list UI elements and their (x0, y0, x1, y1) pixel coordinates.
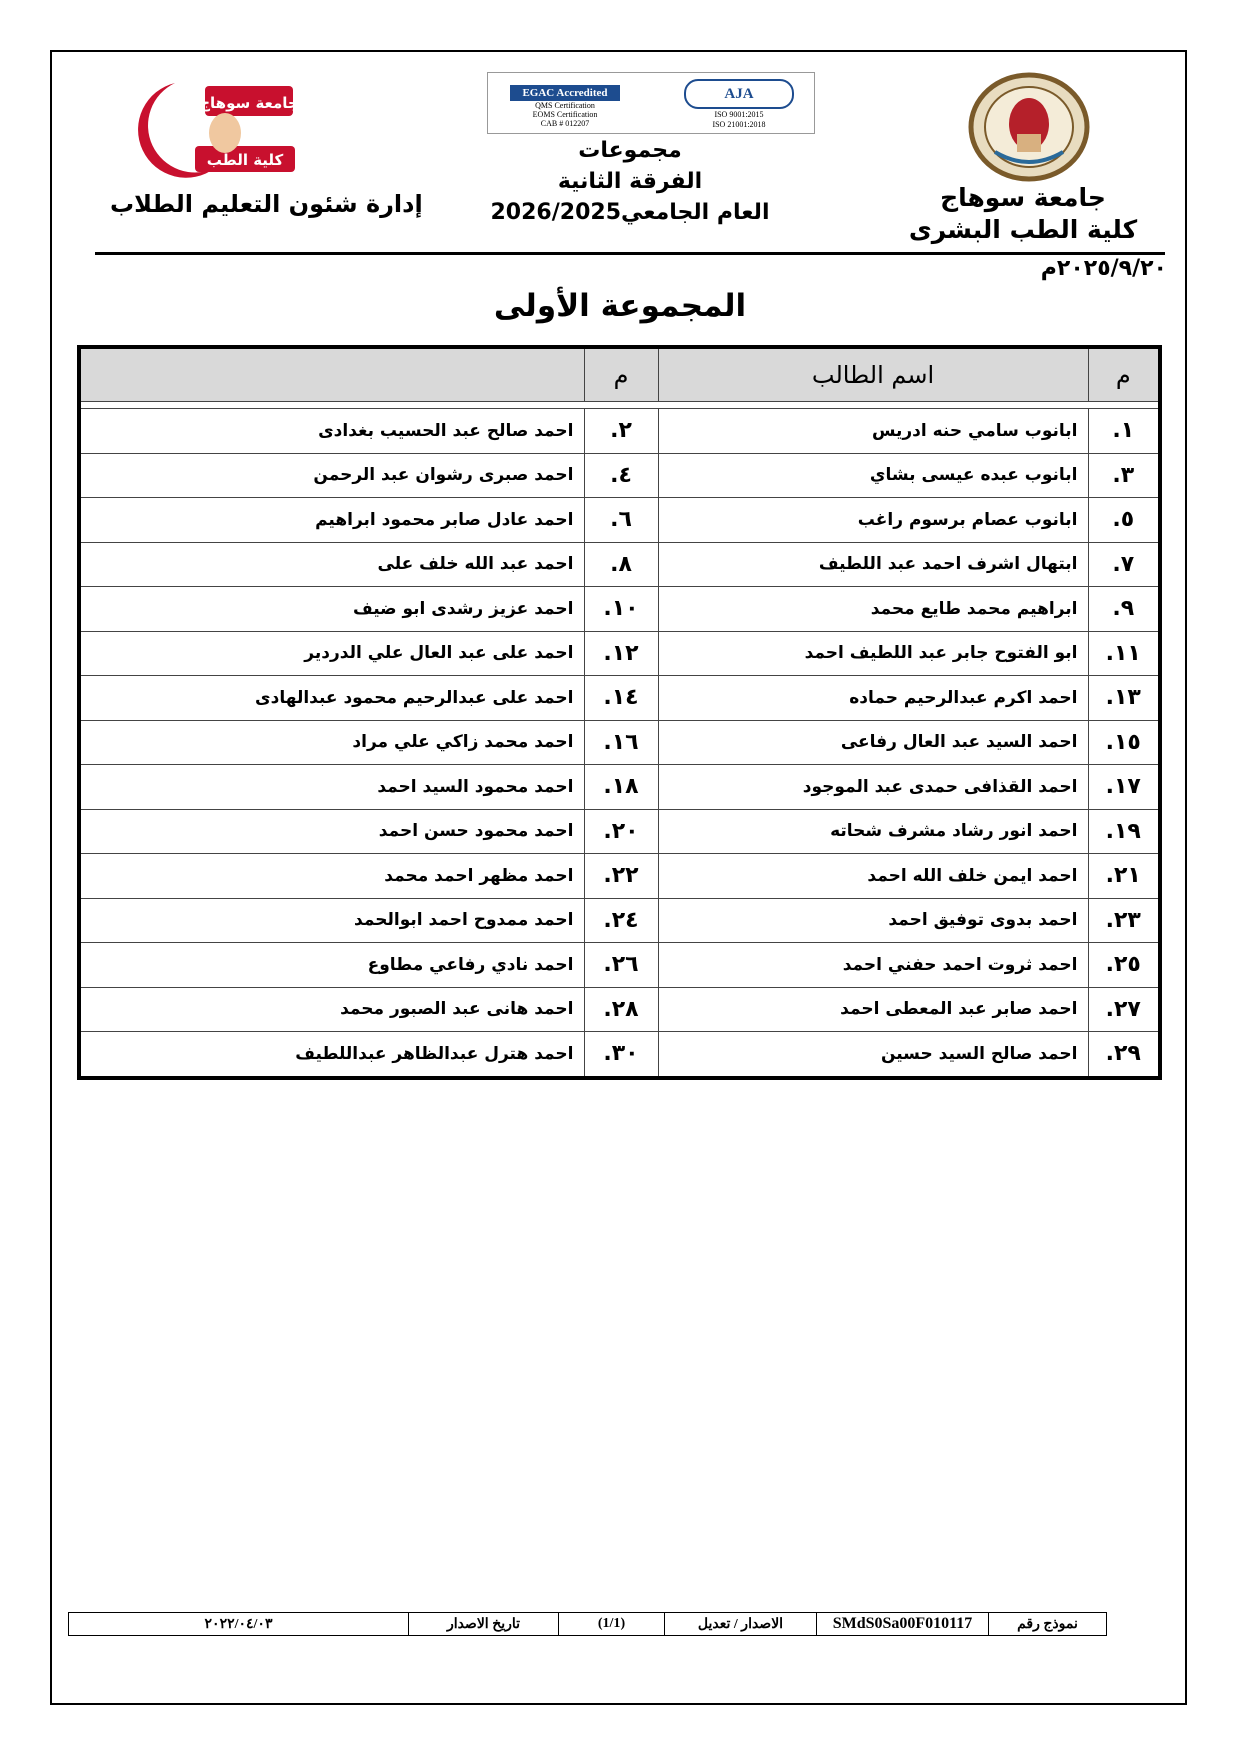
row-number: ١٨. (584, 765, 658, 810)
row-number: ١٠. (584, 587, 658, 632)
student-name: احمد محمود حسن احمد (79, 809, 584, 854)
student-name: احمد اكرم عبدالرحيم حماده (658, 676, 1088, 721)
table-row (79, 587, 1160, 632)
aja-line-1: ISO 9001:2015 (714, 110, 764, 119)
row-number: ٨. (584, 542, 658, 587)
row-number: ٢٥. (1088, 943, 1160, 988)
row-number: ٢٠. (584, 809, 658, 854)
department-name: إدارة شئون التعليم الطلاب (110, 190, 423, 218)
doc-type: مجموعات (578, 138, 682, 163)
institution-block (893, 182, 1153, 246)
student-name: احمد هترل عبدالظاهر عبداللطيف (79, 1032, 584, 1078)
egac-line-1: QMS Certification (535, 101, 595, 110)
student-name: ابانوب سامي حنه ادريس (658, 409, 1088, 454)
table-row (79, 453, 1160, 498)
row-number: ١. (1088, 409, 1160, 454)
egac-line-2: EOMS Certification (532, 110, 598, 119)
form-number-label: نموذج رقم (989, 1613, 1107, 1636)
faculty-logo-text-top: جامعة سوهاج (199, 94, 299, 112)
accreditation-logos (487, 72, 815, 134)
issue-date-value: ٢٠٢٢/٠٤/٠٣ (69, 1613, 409, 1636)
academic-year: العام الجامعي2026/2025 (490, 200, 770, 225)
aja-line-2: ISO 21001:2018 (712, 120, 766, 129)
faculty-logo-text-bottom: كلية الطب (206, 151, 284, 169)
edition-value: (1/1) (559, 1613, 665, 1636)
document-heading (480, 135, 780, 228)
student-name: احمد صابر عبد المعطى احمد (658, 987, 1088, 1032)
header-divider (95, 252, 1165, 255)
table-row (79, 542, 1160, 587)
row-number: ١١. (1088, 631, 1160, 676)
row-number: ٩. (1088, 587, 1160, 632)
table-row (79, 720, 1160, 765)
row-number: ٥. (1088, 498, 1160, 543)
student-name: احمد السيد عبد العال رفاعى (658, 720, 1088, 765)
table-row (79, 765, 1160, 810)
table-row (79, 898, 1160, 943)
row-number: ٢٣. (1088, 898, 1160, 943)
faculty-logo (105, 78, 300, 178)
table-row (79, 409, 1160, 454)
student-name: ابو الفتوح جابر عبد اللطيف احمد (658, 631, 1088, 676)
student-name: احمد على عبدالرحيم محمود عبدالهادى (79, 676, 584, 721)
row-number: ١٣. (1088, 676, 1160, 721)
student-name: احمد نادي رفاعي مطاوع (79, 943, 584, 988)
document-date: ٢٠٢٥/٩/٢٠م (1040, 256, 1167, 281)
student-name: ابانوب عبده عيسى بشاي (658, 453, 1088, 498)
col-header-num: م (1088, 347, 1160, 402)
row-number: ٦. (584, 498, 658, 543)
table-row (79, 854, 1160, 899)
university-name: جامعة سوهاج (940, 183, 1106, 212)
student-name: احمد ايمن خلف الله احمد (658, 854, 1088, 899)
row-number: ٢٨. (584, 987, 658, 1032)
faculty-name: كلية الطب البشرى (908, 215, 1138, 244)
row-number: ٢٦. (584, 943, 658, 988)
roster-body (79, 409, 1160, 1078)
edition-label: الاصدار / تعديل (665, 1613, 817, 1636)
form-number-value: SMdS0Sa00F010117 (817, 1613, 989, 1636)
aja-logo (680, 75, 798, 130)
issue-date-label: تاريخ الاصدار (409, 1613, 559, 1636)
student-name: احمد على عبد العال علي الدردير (79, 631, 584, 676)
table-row (79, 498, 1160, 543)
student-name: احمد عبد الله خلف على (79, 542, 584, 587)
table-row (79, 676, 1160, 721)
row-number: ٢٢. (584, 854, 658, 899)
row-number: ٢٤. (584, 898, 658, 943)
row-number: ١٦. (584, 720, 658, 765)
student-name: احمد ممدوح احمد ابوالحمد (79, 898, 584, 943)
table-row (79, 943, 1160, 988)
student-name: ابتهال اشرف احمد عبد اللطيف (658, 542, 1088, 587)
row-number: ٤. (584, 453, 658, 498)
table-row (79, 1032, 1160, 1078)
student-name: احمد مظهر احمد محمد (79, 854, 584, 899)
row-number: ٢٩. (1088, 1032, 1160, 1078)
row-number: ٢. (584, 409, 658, 454)
row-number: ٣٠. (584, 1032, 658, 1078)
row-number: ٣. (1088, 453, 1160, 498)
table-row (79, 987, 1160, 1032)
table-header-gap (79, 402, 1160, 409)
form-info-table (68, 1612, 1107, 1636)
row-number: ١٢. (584, 631, 658, 676)
student-roster-table (77, 345, 1162, 1080)
col-header-name: اسم الطالب (658, 347, 1088, 402)
student-name: احمد عزيز رشدى ابو ضيف (79, 587, 584, 632)
student-name: احمد انور رشاد مشرف شحاته (658, 809, 1088, 854)
egac-line-3: CAB # 012207 (540, 119, 590, 128)
egac-logo-text: EGAC Accredited (510, 85, 620, 101)
row-number: ١٧. (1088, 765, 1160, 810)
year-level: الفرقة الثانية (557, 169, 703, 194)
egac-logo (490, 75, 640, 130)
row-number: ٧. (1088, 542, 1160, 587)
row-number: ٢٧. (1088, 987, 1160, 1032)
student-name: احمد صالح السيد حسين (658, 1032, 1088, 1078)
col-header-num-2: م (584, 347, 658, 402)
student-name: احمد القذافى حمدى عبد الموجود (658, 765, 1088, 810)
student-name: احمد بدوى توفيق احمد (658, 898, 1088, 943)
aja-logo-text: AJA (684, 79, 794, 109)
col-header-name-2 (79, 347, 584, 402)
student-name: احمد صالح عبد الحسيب بغدادى (79, 409, 584, 454)
form-info-row (69, 1613, 1107, 1636)
student-name: احمد عادل صابر محمود ابراهيم (79, 498, 584, 543)
table-row (79, 631, 1160, 676)
student-name: احمد هانى عبد الصبور محمد (79, 987, 584, 1032)
row-number: ١٤. (584, 676, 658, 721)
student-name: احمد محمود السيد احمد (79, 765, 584, 810)
student-name: ابانوب عصام برسوم راغب (658, 498, 1088, 543)
student-name: احمد محمد زاكي علي مراد (79, 720, 584, 765)
university-seal-logo (965, 72, 1093, 182)
table-row (79, 809, 1160, 854)
row-number: ١٩. (1088, 809, 1160, 854)
group-title: المجموعة الأولى (493, 288, 747, 324)
table-header-row (79, 347, 1160, 402)
row-number: ٢١. (1088, 854, 1160, 899)
student-name: ابراهيم محمد طايع محمد (658, 587, 1088, 632)
student-name: احمد صبرى رشوان عبد الرحمن (79, 453, 584, 498)
row-number: ١٥. (1088, 720, 1160, 765)
student-name: احمد ثروت احمد حفني احمد (658, 943, 1088, 988)
